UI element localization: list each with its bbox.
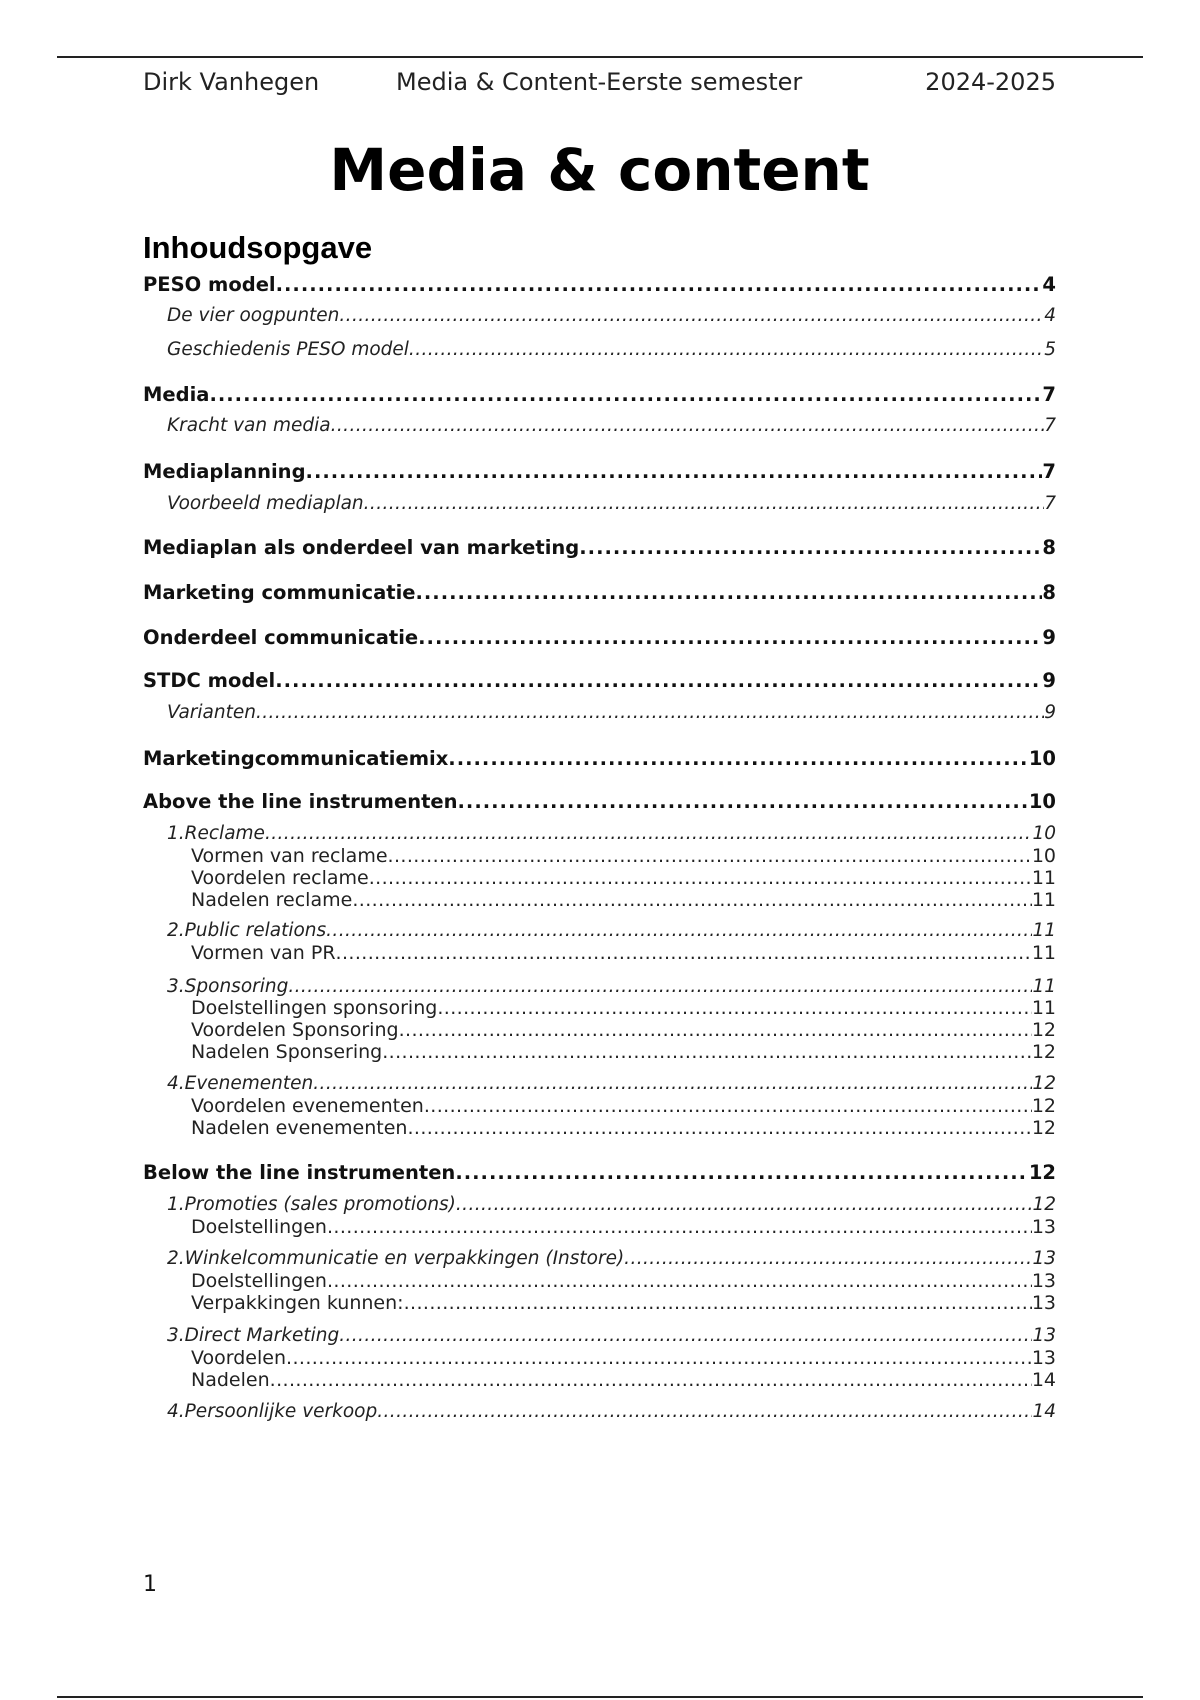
toc-entry-label: 4.Evenementen <box>167 1073 314 1094</box>
toc-leader-dots <box>336 942 1032 964</box>
toc-entry-label: Kracht van media <box>167 415 331 436</box>
toc-entry-label: STDC model <box>143 669 276 692</box>
toc-entry[interactable] <box>191 1019 1056 1041</box>
toc-entry-page: 13 <box>1031 1347 1056 1369</box>
toc-leader-dots <box>313 1073 1032 1094</box>
toc-entry-page: 13 <box>1032 1325 1056 1346</box>
toc-entry-label: 3.Sponsoring <box>167 976 289 997</box>
toc-leader-dots <box>456 1194 1033 1215</box>
page-header <box>143 68 1056 102</box>
toc-leader-dots <box>339 305 1044 326</box>
toc-entry[interactable] <box>143 790 1056 813</box>
toc-entry-label: Doelstellingen sponsoring <box>191 997 438 1019</box>
toc-entry[interactable] <box>191 845 1056 867</box>
toc-leader-dots <box>424 1095 1032 1117</box>
toc-entry-label: Voordelen <box>191 1347 287 1369</box>
toc-entry-page: 13 <box>1032 1248 1056 1269</box>
toc-leader-dots <box>339 1325 1032 1346</box>
toc-leader-dots <box>256 702 1044 723</box>
toc-entry-label: 2.Winkelcommunicatie en verpakkingen (Instore) <box>167 1248 625 1269</box>
toc-entry-label: Doelstellingen <box>191 1216 327 1238</box>
header-course: Media & Content-Eerste semester <box>396 68 803 96</box>
toc-entry[interactable] <box>143 273 1056 296</box>
toc-entry[interactable] <box>191 1117 1056 1139</box>
toc-leader-dots <box>306 460 1043 483</box>
toc-entry-label: Nadelen <box>191 1369 270 1391</box>
toc-entry[interactable] <box>167 1194 1056 1215</box>
toc-entry-page: 5 <box>1044 339 1056 360</box>
toc-leader-dots <box>270 1369 1032 1391</box>
toc-leader-dots <box>579 536 1042 559</box>
toc-entry[interactable] <box>167 493 1056 514</box>
toc-leader-dots <box>326 920 1032 941</box>
toc-entry[interactable] <box>167 1073 1056 1094</box>
toc-entry[interactable] <box>191 942 1056 964</box>
toc-entry-label: Nadelen Sponsering <box>191 1041 383 1063</box>
toc-entry[interactable] <box>167 920 1056 941</box>
toc-leader-dots <box>276 273 1043 296</box>
header-author: Dirk Vanhegen <box>143 68 320 96</box>
toc-entry-page: 11 <box>1031 889 1056 911</box>
toc-entry-label: De vier oogpunten <box>167 305 340 326</box>
document-title: Media & content <box>329 136 870 204</box>
toc-entry-label: PESO model <box>143 273 276 296</box>
toc-entry-label: Nadelen reclame <box>191 889 353 911</box>
toc-entry-page: 9 <box>1044 702 1056 723</box>
toc-entry[interactable] <box>143 626 1056 649</box>
toc-entry-page: 7 <box>1042 383 1056 406</box>
toc-leader-dots <box>209 383 1042 406</box>
toc-leader-dots <box>437 997 1031 1019</box>
toc-entry[interactable] <box>191 1041 1056 1063</box>
toc-entry[interactable] <box>167 339 1056 360</box>
toc-entry-label: Varianten <box>167 702 256 723</box>
toc-entry[interactable] <box>191 1095 1056 1117</box>
toc-entry-page: 7 <box>1044 493 1056 514</box>
toc-leader-dots <box>409 339 1044 360</box>
toc-leader-dots <box>407 1117 1031 1139</box>
toc-entry-label: Geschiedenis PESO model <box>167 339 409 360</box>
toc-leader-dots <box>331 415 1045 436</box>
toc-entry-page: 11 <box>1032 976 1056 997</box>
toc-entry-label: 3.Direct Marketing <box>167 1325 340 1346</box>
toc-entry-page: 8 <box>1042 536 1056 559</box>
toc-entry-label: 2.Public relations <box>167 920 327 941</box>
toc-leader-dots <box>327 1216 1032 1238</box>
toc-entry-page: 12 <box>1031 1095 1056 1117</box>
toc-entry-label: Vormen van reclame <box>191 845 388 867</box>
toc-entry-label: 1.Reclame <box>167 823 265 844</box>
toc-leader-dots <box>369 867 1032 889</box>
toc-entry-label: Voorbeeld mediaplan <box>167 493 364 514</box>
toc-entry[interactable] <box>191 1216 1056 1238</box>
toc-entry-label: Onderdeel communicatie <box>143 626 419 649</box>
toc-leader-dots <box>455 1161 1029 1184</box>
toc-leader-dots <box>458 790 1029 813</box>
toc-entry[interactable] <box>167 415 1056 436</box>
toc-entry-page: 11 <box>1031 942 1056 964</box>
toc-entry-page: 10 <box>1028 747 1056 770</box>
toc-leader-dots <box>352 889 1032 911</box>
toc-entry-label: 4.Persoonlijke verkoop <box>167 1401 378 1422</box>
toc-leader-dots <box>377 1401 1032 1422</box>
toc-entry[interactable] <box>191 1270 1056 1292</box>
toc-entry-page: 10 <box>1032 823 1056 844</box>
toc-entry-page: 12 <box>1032 1194 1056 1215</box>
toc-entry-page: 11 <box>1032 920 1056 941</box>
toc-entry-page: 12 <box>1031 1117 1056 1139</box>
toc-entry[interactable] <box>167 1248 1056 1269</box>
toc-entry-label: Mediaplanning <box>143 460 306 483</box>
header-rule <box>57 56 1143 58</box>
toc-leader-dots <box>388 845 1032 867</box>
toc-entry-page: 14 <box>1031 1369 1056 1391</box>
toc-entry-label: Doelstellingen <box>191 1270 327 1292</box>
toc-entry-label: Marketingcommunicatiemix <box>143 747 449 770</box>
toc-entry[interactable] <box>143 536 1056 559</box>
toc-entry[interactable] <box>191 997 1056 1019</box>
toc-entry-label: Voordelen evenementen <box>191 1095 424 1117</box>
toc-entry-page: 9 <box>1042 669 1056 692</box>
toc-entry-page: 10 <box>1031 845 1056 867</box>
toc-entry[interactable] <box>167 305 1056 326</box>
toc-entry-page: 14 <box>1032 1401 1056 1422</box>
toc-entry[interactable] <box>143 1161 1056 1184</box>
toc-entry-page: 11 <box>1031 867 1056 889</box>
toc-entry-label: Mediaplan als onderdeel van marketing <box>143 536 580 559</box>
toc-entry-label: Voordelen Sponsoring <box>191 1019 399 1041</box>
toc-entry-page: 7 <box>1042 460 1056 483</box>
toc-entry-page: 7 <box>1044 415 1056 436</box>
toc-entry[interactable] <box>191 1292 1056 1314</box>
toc-leader-dots <box>288 976 1032 997</box>
toc-leader-dots <box>415 581 1042 604</box>
toc-entry[interactable] <box>143 669 1056 692</box>
toc-entry[interactable] <box>191 1347 1056 1369</box>
toc-leader-dots <box>286 1347 1032 1369</box>
toc-entry-page: 9 <box>1042 626 1056 649</box>
toc-leader-dots <box>382 1041 1032 1063</box>
toc-entry[interactable] <box>191 1369 1056 1391</box>
toc-entry-label: Media <box>143 383 210 406</box>
toc-entry-page: 10 <box>1028 790 1056 813</box>
toc-entry-label: Above the line instrumenten <box>143 790 458 813</box>
toc-entry-page: 12 <box>1028 1161 1056 1184</box>
toc-leader-dots <box>364 493 1045 514</box>
toc-entry[interactable] <box>167 702 1056 723</box>
toc-entry-label: Below the line instrumenten <box>143 1161 456 1184</box>
toc-leader-dots <box>404 1292 1032 1314</box>
toc-entry[interactable] <box>167 976 1056 997</box>
toc-entry-page: 13 <box>1031 1270 1056 1292</box>
toc-leader-dots <box>399 1019 1032 1041</box>
toc-entry-label: Vormen van PR <box>191 942 336 964</box>
toc-entry[interactable] <box>167 1401 1056 1422</box>
toc-entry-page: 13 <box>1031 1292 1056 1314</box>
toc-entry-label: Nadelen evenementen <box>191 1117 408 1139</box>
toc-entry[interactable] <box>167 1325 1056 1346</box>
toc-leader-dots <box>265 823 1033 844</box>
toc-entry[interactable] <box>143 460 1056 483</box>
toc-leader-dots <box>275 669 1042 692</box>
toc-heading: Inhoudsopgave <box>143 230 373 265</box>
toc-entry[interactable] <box>143 383 1056 406</box>
toc-leader-dots <box>327 1270 1032 1292</box>
toc-entry-page: 4 <box>1042 273 1056 296</box>
toc-entry-page: 12 <box>1031 1019 1056 1041</box>
toc-entry[interactable] <box>191 867 1056 889</box>
toc-entry-label: 1.Promoties (sales promotions) <box>167 1194 456 1215</box>
toc-entry-label: Voordelen reclame <box>191 867 369 889</box>
page-number: 1 <box>143 1572 157 1597</box>
toc-entry[interactable] <box>167 823 1056 844</box>
toc-entry-page: 4 <box>1044 305 1056 326</box>
toc-entry-page: 12 <box>1031 1041 1056 1063</box>
toc-entry-label: Marketing communicatie <box>143 581 416 604</box>
toc-entry[interactable] <box>191 889 1056 911</box>
toc-entry-page: 13 <box>1031 1216 1056 1238</box>
toc-entry[interactable] <box>143 747 1056 770</box>
toc-entry-page: 8 <box>1042 581 1056 604</box>
toc-leader-dots <box>418 626 1042 649</box>
footer-rule <box>57 1696 1143 1698</box>
toc-entry-page: 12 <box>1032 1073 1056 1094</box>
toc-entry-label: Verpakkingen kunnen: <box>191 1292 404 1314</box>
header-year: 2024-2025 <box>925 68 1056 96</box>
toc-leader-dots <box>448 747 1029 770</box>
toc-entry[interactable] <box>143 581 1056 604</box>
toc-entry-page: 11 <box>1031 997 1056 1019</box>
toc-leader-dots <box>624 1248 1032 1269</box>
